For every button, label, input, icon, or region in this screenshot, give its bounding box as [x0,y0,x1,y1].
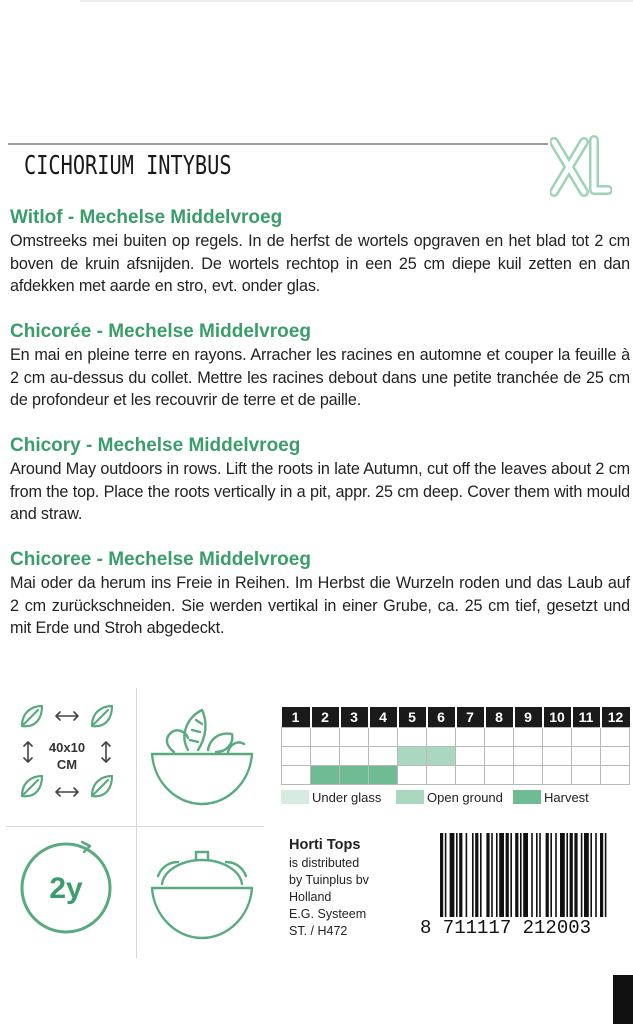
calendar-cell [282,746,311,765]
spacing-icon [12,700,122,808]
calendar-cell [369,746,398,765]
barcode-bar [510,833,512,917]
calendar-cell [340,727,369,746]
calendar-cell [398,727,427,746]
xl-badge [550,132,612,198]
barcode-bar [560,833,565,917]
section-french [10,320,630,412]
section-title: Chicorée - Mechelse Middelvroeg [10,321,311,342]
month-cell: 10 [543,707,572,727]
barcode-bar [445,833,447,917]
lifecycle-text: 2y [49,872,83,905]
barcode-digits: 8 711117 212003 [420,917,592,939]
calendar-cell [572,727,601,746]
calendar-cell [311,727,340,746]
barcode-bar [496,833,498,917]
calendar-cell [601,765,630,784]
legend-label: Open ground [427,790,503,805]
cut-mark [613,975,633,1024]
spacing-text-1: 40x10 [48,740,86,755]
legend-swatch-open-ground [396,790,424,804]
sowing-calendar [281,707,630,785]
barcode-bar [555,833,557,917]
calendar-cell [369,765,398,784]
calendar-cell [369,727,398,746]
barcode-bar [595,833,597,917]
barcode-bar [566,833,568,917]
barcode-bars [420,833,626,917]
calendar-cell [340,765,369,784]
month-cell: 1 [282,707,311,727]
icon-divider-vertical [136,688,137,958]
calendar-row [282,746,630,765]
barcode-bar [506,833,509,917]
barcode-bar [546,833,549,917]
month-cell: 7 [456,707,485,727]
barcode-bar [581,833,583,917]
distributor-line: ST. / H472 [289,924,348,938]
month-cell: 6 [427,707,456,727]
distributor-line: E.G. Systeem [289,907,367,921]
barcode-bar [584,833,589,917]
barcode-bar [570,833,573,917]
calendar-cell [572,746,601,765]
calendar-cell [398,746,427,765]
top-rule [80,0,633,2]
calendar-table [281,707,630,785]
barcode-bar [491,833,493,917]
calendar-row [282,727,630,746]
species-header [8,143,548,191]
calendar-cell [398,765,427,784]
calendar-cell [427,727,456,746]
calendar-cell [427,765,456,784]
distributor-line: is distributed [289,856,360,870]
month-cell: 11 [572,707,601,727]
calendar-cell [514,765,543,784]
calendar-cell [456,746,485,765]
barcode-bar [440,833,443,917]
barcode-bar [600,833,603,917]
month-cell: 12 [601,707,630,727]
calendar-cell [311,746,340,765]
barcode-bar [486,833,489,917]
barcode-bar [523,833,528,917]
distributor-line: by Tuinplus bv [289,873,369,887]
calendar-cell [282,765,311,784]
barcode-bar [590,833,592,917]
calendar-cell [601,727,630,746]
calendar-cell [311,765,340,784]
calendar-cell [543,765,572,784]
calendar-cell [514,746,543,765]
brand-name: Horti Tops [289,837,361,853]
section-title: Witlof - Mechelse Middelvroeg [10,207,283,228]
calendar-cell [543,727,572,746]
legend-label: Under glass [312,790,382,805]
month-cell: 2 [311,707,340,727]
barcode-bar [536,833,538,917]
calendar-cell [485,765,514,784]
calendar-cell [340,746,369,765]
salad-bowl-icon [146,700,258,812]
barcode-bar [605,833,607,917]
month-cell: 3 [340,707,369,727]
spacing-text-2: CM [56,757,78,772]
pot-icon [146,836,258,948]
calendar-cell [282,727,311,746]
section-text: Omstreeks mei buiten op regels. In de herfst de wortels opgraven en het blad tot 2 cm boven de kruin afsnijden. De wortels rechtop in een 25 cm diepe kuil zetten en dan afdekken met aarde en stro, evt. onder glas. [10,232,630,295]
month-cell: 5 [398,707,427,727]
barcode-bar [499,833,504,917]
calendar-cell [514,727,543,746]
distributor-line: Holland [289,890,332,904]
calendar-cell [572,765,601,784]
barcode-bar [539,833,541,917]
month-cell: 4 [369,707,398,727]
calendar-legend [281,788,630,808]
barcode-bar [550,833,552,917]
barcode-bar [450,833,455,917]
section-text: Around May outdoors in rows. Lift the roots in late Autumn, cut off the leaves about 2 cm from the top. Place the roots vertically in a pit, appr. 25 cm deep. Cover them with mould and straw. [10,460,630,523]
barcode-bar [456,833,458,917]
calendar-row [282,765,630,784]
barcode-bar [475,833,478,917]
calendar-cell [543,746,572,765]
legend-label: Harvest [544,790,589,805]
barcode-bar [574,833,577,917]
month-cell: 8 [485,707,514,727]
lifecycle-icon [14,836,118,940]
calendar-cell [456,727,485,746]
calendar-cell [485,727,514,746]
barcode-bar [531,833,533,917]
calendar-header-row [282,707,630,727]
calendar-cell [427,746,456,765]
barcode-bar [520,833,522,917]
barcode-bar [459,833,462,917]
section-english [10,434,630,526]
section-german [10,548,630,640]
barcode-bar [472,833,474,917]
section-text: Mai oder da herum ins Freie in Reihen. Im Herbst die Wurzeln roden und das Laub auf 2 cm zurückschneiden. Sie werden vertikal in einer Grube, ca. 25 cm tief, gesetzt und mit Erde und Stroh abgedeckt. [10,574,630,637]
barcode-bar [466,833,468,917]
month-cell: 9 [514,707,543,727]
legend-swatch-under-glass [281,790,309,804]
latin-name: CICHORIUM INTYBUS [24,151,232,181]
distributor-info [289,836,369,940]
barcode [420,833,626,945]
xl-badge-text: XL [550,132,552,133]
calendar-cell [485,746,514,765]
section-title: Chicory - Mechelse Middelvroeg [10,435,301,456]
section-dutch [10,206,630,298]
barcode-bar [515,833,518,917]
calendar-cell [456,765,485,784]
legend-swatch-harvest [513,790,541,804]
calendar-cell [601,746,630,765]
icon-divider-horizontal [6,826,264,827]
section-title: Chicoree - Mechelse Middelvroeg [10,549,311,570]
section-text: En mai en pleine terre en rayons. Arracher les racines en automne et couper la feuille à 2 cm au-dessus du collet. Mettre les racines debout dans une petite tranchée de 25 cm de profondeur et les recouvrir de terre et de paille. [10,346,630,409]
barcode-bar [480,833,482,917]
